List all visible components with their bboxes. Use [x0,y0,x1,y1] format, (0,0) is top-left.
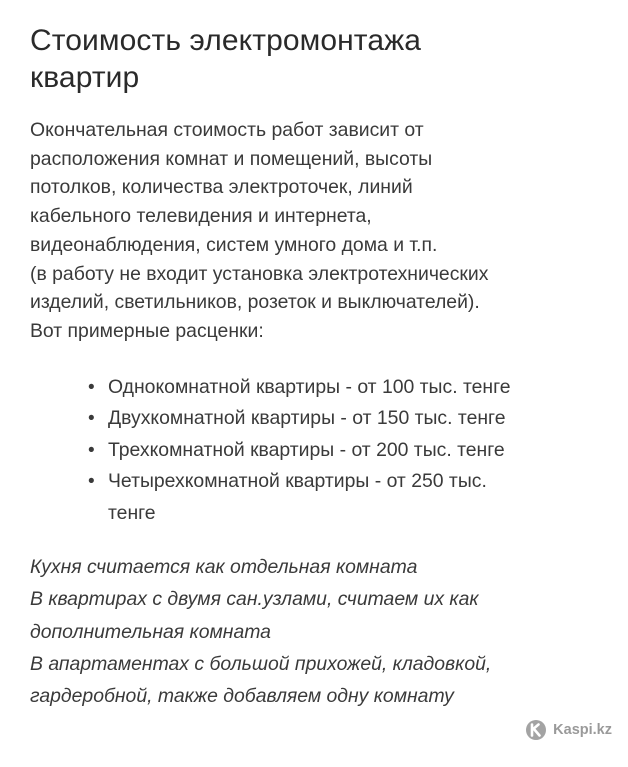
bullet-icon: • [88,376,95,398]
intro-line: Вот примерные расценки: [30,319,264,342]
price-text: Однокомнатной квартиры - от 100 тыс. тенге [108,375,511,398]
bullet-icon: • [88,471,95,493]
bullet-icon: • [88,439,95,461]
bullet-icon: • [88,408,95,430]
intro-line: видеонаблюдения, систем умного дома и т.п. [30,233,438,256]
list-item [88,403,600,435]
notes-paragraph [30,551,600,712]
kaspi-watermark [525,719,612,741]
intro-line: потолков, количества электроточек, линий [30,176,413,199]
intro-line: кабельного телевидения и интернета, [30,205,372,228]
title-line-2: квартир [30,61,140,94]
note-line: гардеробной, также добавляем одну комнату [30,684,454,707]
note-line: В апартаментах с большой прихожей, кладовкой, [30,652,492,675]
kaspi-logo-icon [525,719,547,741]
price-text: Четырехкомнатной квартиры - от 250 тыс. [108,470,487,493]
list-item [88,466,600,529]
price-list [30,372,600,530]
intro-line: (в работу не входит установка электротехнических [30,262,489,285]
intro-line: изделий, светильников, розеток и выключателей). [30,291,480,314]
intro-paragraph [30,116,600,346]
note-line: В квартирах с двумя сан.узлами, считаем их как [30,588,479,611]
price-text-continuation: тенге [108,501,156,524]
list-item [88,435,600,467]
page-title [30,22,600,96]
list-item [88,372,600,404]
title-line-1: Стоимость электромонтажа [30,24,422,57]
note-line: Кухня считается как отдельная комната [30,556,418,579]
price-text: Двухкомнатной квартиры - от 150 тыс. тенге [108,407,506,430]
note-line: дополнительная комната [30,620,271,643]
intro-line: расположения комнат и помещений, высоты [30,147,433,170]
watermark-text: Kaspi.kz [553,722,612,738]
intro-line: Окончательная стоимость работ зависит от [30,119,424,141]
price-text: Трехкомнатной квартиры - от 200 тыс. тенге [108,438,505,461]
